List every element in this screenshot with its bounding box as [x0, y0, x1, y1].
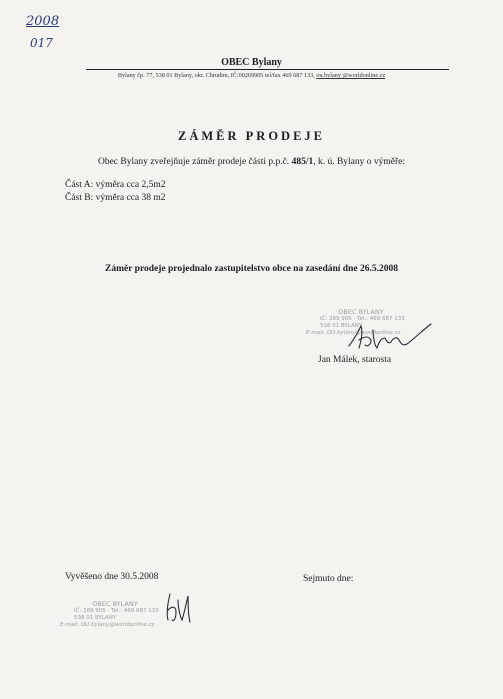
stamp-address-line: 538 01 BYLANY — [320, 323, 363, 329]
handwritten-number: 017 — [30, 36, 53, 50]
letterhead-address — [0, 72, 503, 79]
stamp-email-line: E-mail: OU.bylany@worldonline.cz — [306, 330, 401, 336]
notice-intro — [0, 157, 503, 167]
handwritten-year: 2008 — [26, 14, 60, 29]
intro-text-end: , k. ú. Bylany o výměře: — [313, 157, 406, 167]
letterhead-address-text: Bylany čp. 77, 538 01 Bylany, okr. Chrudim, IČ:00269905 tel/fax 469 687 133, — [117, 72, 317, 79]
letterhead-email: ou.bylany @worldonline.cz — [316, 72, 386, 79]
posting-signature — [160, 588, 200, 628]
stamp-name: OBEC BYLANY — [92, 600, 138, 608]
part-a-area: Část A: výměra cca 2,5m2 — [65, 180, 166, 190]
stamp-email-line: E-mail: OU.bylany@worldonline.cz — [60, 622, 155, 628]
official-stamp-footer — [60, 601, 170, 629]
intro-text-start: Obec Bylany zveřejňuje záměr prodeje části p.p.č. — [97, 157, 292, 167]
posted-date: Vyvěšeno dne 30.5.2008 — [65, 572, 159, 582]
parcel-number: 485/1 — [291, 157, 314, 167]
signatory-name: Jan Málek, starosta — [318, 355, 392, 365]
stamp-id-line: IČ: 269 905 · Tel.: 469 687 133 — [320, 316, 405, 322]
notice-title: ZÁMĚR PRODEJE — [178, 129, 325, 143]
mayor-signature — [345, 318, 435, 354]
stamp-address-line: 538 01 BYLANY — [74, 615, 117, 621]
part-b-area: Část B: výměra cca 38 m2 — [65, 193, 166, 203]
letterhead-divider — [86, 69, 449, 70]
letterhead-organization: OBEC Bylany — [221, 57, 282, 68]
stamp-id-line: IČ: 269 905 · Tel.: 469 687 133 — [74, 608, 159, 614]
stamp-name: OBEC BYLANY — [338, 308, 384, 316]
council-decision: Záměr prodeje projednalo zastupitelstvo obce na zasedání dne 26.5.2008 — [105, 264, 398, 274]
removed-date: Sejmuto dne: — [303, 574, 354, 584]
